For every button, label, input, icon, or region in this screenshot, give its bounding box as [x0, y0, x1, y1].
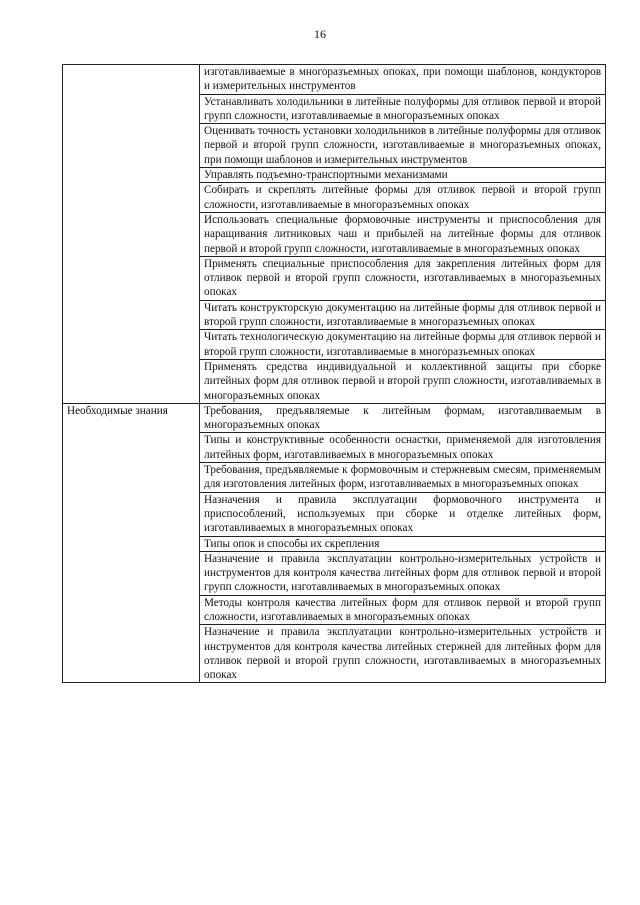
table-cell: Требования, предъявляемые к литейным формам, изготавливаемым в многоразъемных опоках	[200, 403, 606, 433]
table-cell: Читать технологическую документацию на литейные формы для отливок первой и второй групп сложности, изготавливаемые в многоразъемных опоках	[200, 330, 606, 360]
table-cell: Методы контроля качества литейных форм для отливок первой и второй групп сложности, изготавливаемых в многоразъемных опоках	[200, 595, 606, 625]
page-number: 16	[314, 27, 326, 41]
table-cell: Назначение и правила эксплуатации контрольно-измерительных устройств и инструментов для контроля качества литейных стержней для литейных форм для отливок первой и второй групп сложности, изготавливаемых в многоразъемных опоках	[200, 625, 606, 683]
table-cell: Использовать специальные формовочные инструменты и приспособления для наращивания литниковых чаш и прибылей на литейные формы для отливок первой и второй групп сложности, изготавливаемые в многоразъемных опоках	[200, 212, 606, 256]
table-cell: Назначение и правила эксплуатации контрольно-измерительных устройств и инструментов для контроля качества литейных форм для отливок первой и второй групп сложности, изготавливаемых в многоразъемных опоках	[200, 551, 606, 595]
table-cell: Применять специальные приспособления для закрепления литейных форм для отливок первой и второй групп сложности, изготавливаемых в многоразъемных опоках	[200, 256, 606, 300]
table-cell: Применять средства индивидуальной и коллективной защиты при сборке литейных форм для отливок первой и второй групп сложности, изготавливаемых в многоразъемных опоках	[200, 359, 606, 403]
table-cell: Назначения и правила эксплуатации формовочного инструмента и приспособлений, используемых при сборке и отделке литейных форм, изготавливаемых в многоразъемных опоках	[200, 492, 606, 536]
section-label: Необходимые знания	[63, 403, 200, 683]
table-cell: Собирать и скреплять литейные формы для отливок первой и второй групп сложности, изготавливаемые в многоразъемных опоках	[200, 183, 606, 213]
section-label	[63, 65, 200, 404]
table-cell: Оценивать точность установки холодильников в литейные полуформы для отливок первой и второй групп сложности, изготавливаемые в многоразъемных опоках, при помощи шаблонов и измерительных инструментов	[200, 124, 606, 168]
skills-section	[63, 65, 606, 404]
table-cell: Устанавливать холодильники в литейные полуформы для отливок первой и второй групп сложности, изготавливаемые в многоразъемных опоках	[200, 94, 606, 124]
table-cell: Читать конструкторскую документацию на литейные формы для отливок первой и второй групп сложности, изготавливаемые в многоразъемных опоках	[200, 300, 606, 330]
requirements-table	[62, 64, 606, 683]
table-cell: Требования, предъявляемые к формовочным и стержневым смесям, применяемым для изготовления литейных форм, изготавливаемых в многоразъемных опоках	[200, 463, 606, 493]
table-row	[63, 403, 606, 433]
table-cell: Типы и конструктивные особенности оснастки, применяемой для изготовления литейных форм, изготавливаемых в многоразъемных опоках	[200, 433, 606, 463]
table-cell: Типы опок и способы их скрепления	[200, 536, 606, 551]
table-row	[63, 65, 606, 95]
knowledge-section	[63, 403, 606, 683]
table-cell: Управлять подъемно-транспортными механизмами	[200, 168, 606, 183]
table-cell: изготавливаемые в многоразъемных опоках, при помощи шаблонов, кондукторов и измерительных инструментов	[200, 65, 606, 95]
